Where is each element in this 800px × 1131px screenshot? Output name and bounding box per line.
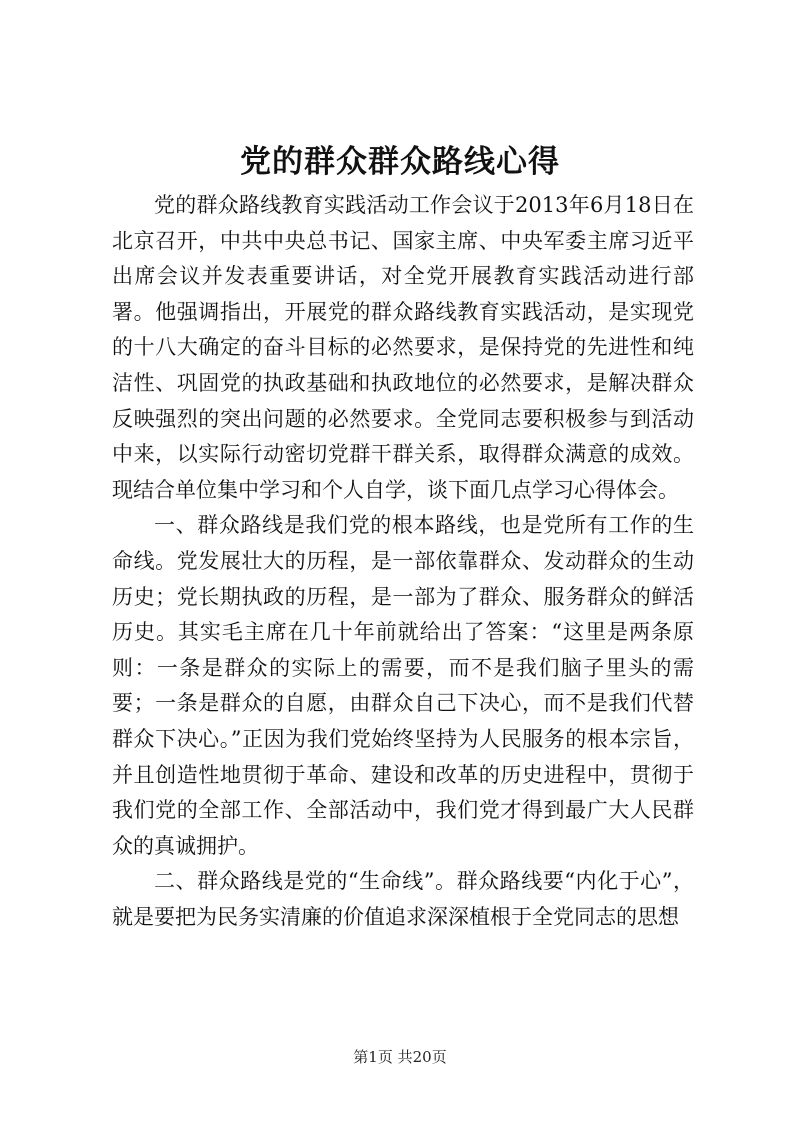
document-body (112, 188, 694, 935)
paragraph-section-two: 二、群众路线是党的“生命线”。群众路线要“内化于心”，就是要把为民务实清廉的价值追求深深植根于全党同志的思想 (112, 869, 694, 929)
page-number-footer: 第1页 共20页 (353, 1048, 447, 1066)
paragraph-section-one: 一、群众路线是我们党的根本路线，也是党所有工作的生命线。党发展壮大的历程，是一部依靠群众、发动群众的生动历史；党长期执政的历程，是一部为了群众、服务群众的鲜活历史。其实毛主席在几十年前就给出了答案：“这里是两条原则：一条是群众的实际上的需要，而不是我们脑子里头的需要；一条是群众的自愿，由群众自己下决心，而不是我们代替群众下决心。”正因为我们党始终坚持为人民服务的根本宗旨，并且创造性地贯彻于革命、建设和改革的历史进程中，贯彻于我们党的全部工作、全部活动中，我们党才得到最广大人民群众的真诚拥护。 (112, 513, 694, 858)
document-title: 党的群众群众路线心得 (240, 144, 560, 180)
paragraph-intro: 党的群众路线教育实践活动工作会议于2013年6月18日在北京召开，中共中央总书记、国家主席、中央军委主席习近平出席会议并发表重要讲话，对全党开展教育实践活动进行部署。他强调指出，开展党的群众路线教育实践活动，是实现党的十八大确定的奋斗目标的必然要求，是保持党的先进性和纯洁性、巩固党的执政基础和执政地位的必然要求，是解决群众反映强烈的突出问题的必然要求。全党同志要积极参与到活动中来，以实际行动密切党群干群关系，取得群众满意的成效。现结合单位集中学习和个人自学，谈下面几点学习心得体会。 (112, 193, 694, 502)
